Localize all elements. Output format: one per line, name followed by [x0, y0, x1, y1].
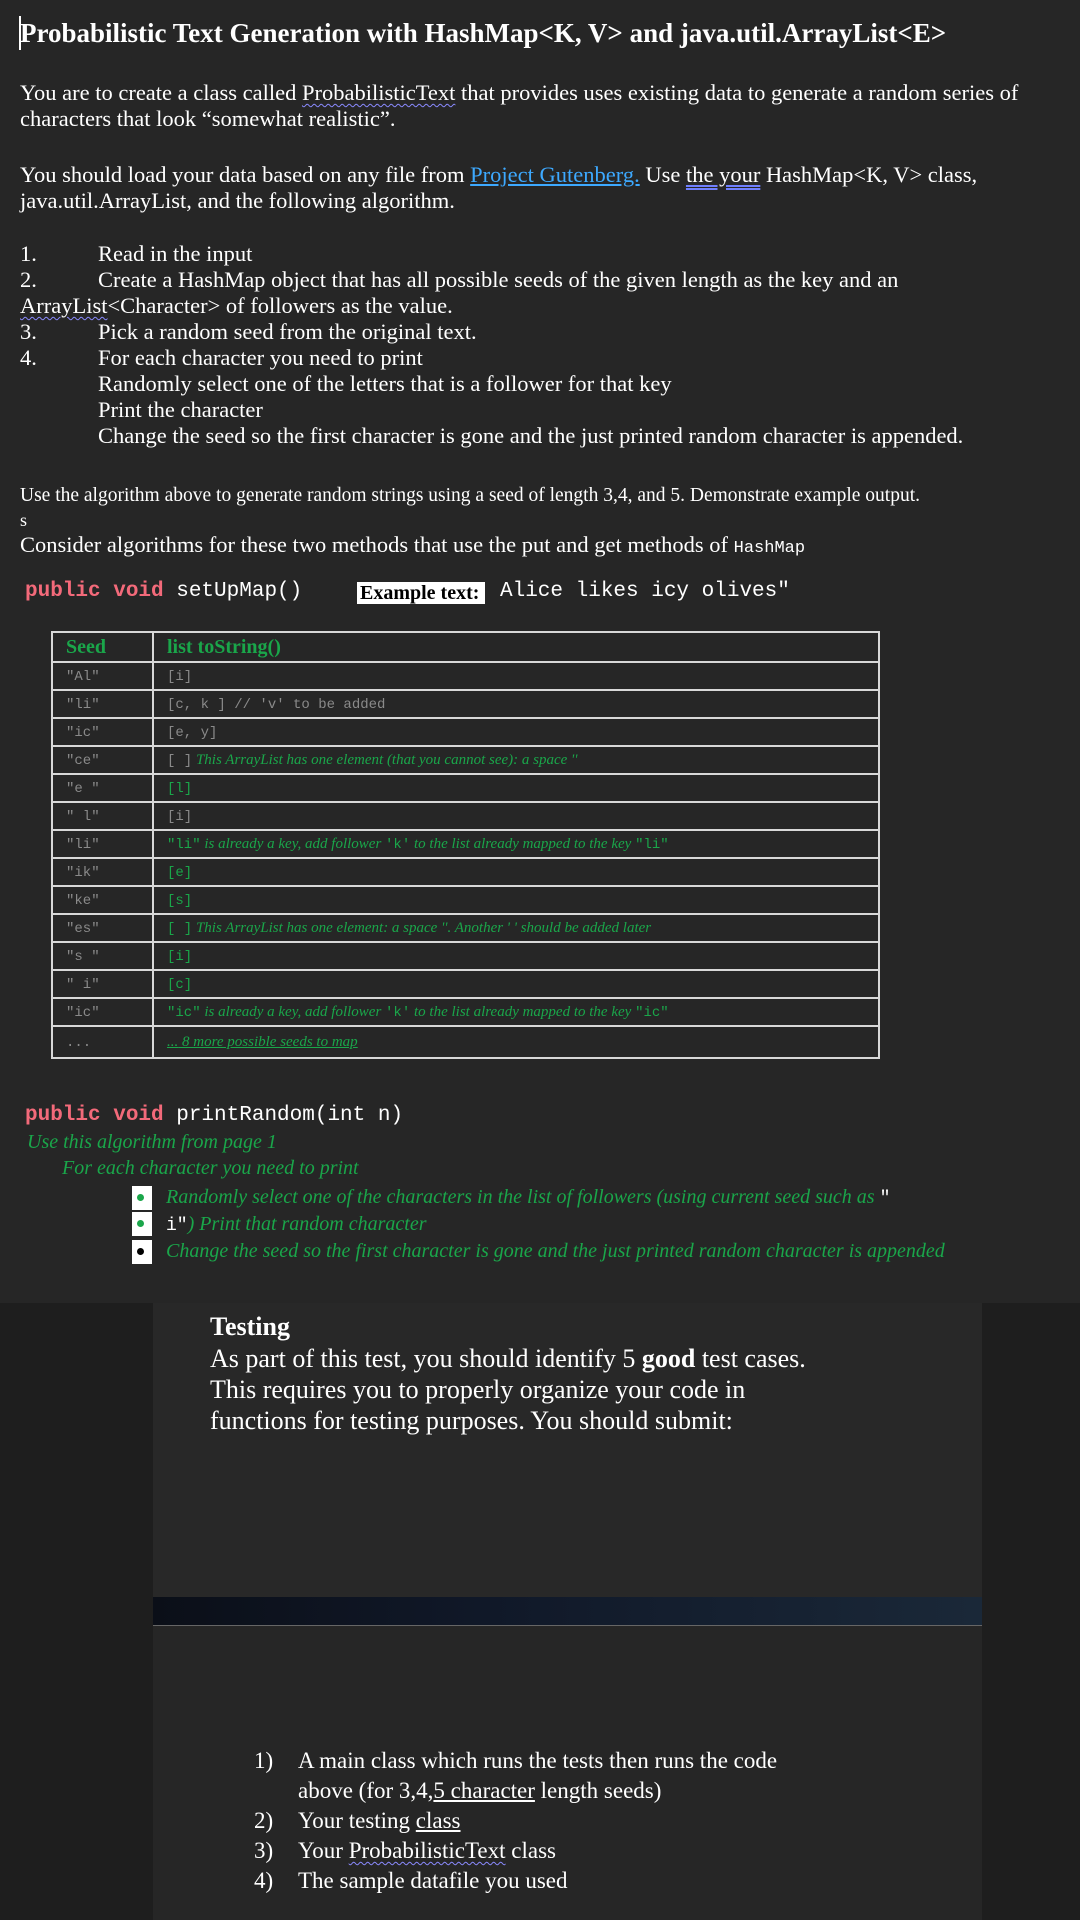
load-text: You should load your data based on any file from: [20, 162, 471, 187]
table-row: "ic" "ic" is already a key, add follower 'k' to the list already mapped to the key "ic": [52, 998, 879, 1026]
substep-item: Change the seed so the first character is gone and the just printed random character is appended.: [98, 423, 964, 448]
seed-map-table: [51, 631, 880, 1059]
table-row: "Al" [i]: [52, 662, 879, 690]
bullet-marker: [132, 1212, 152, 1236]
algo2-line2: For each character you need to print: [62, 1157, 359, 1179]
intro-text-3: characters that look “somewhat realistic”.: [20, 106, 396, 131]
submit-list: [254, 1746, 777, 1896]
load-text-dbl: the your: [685, 162, 761, 187]
example-label: Example text:: [357, 582, 485, 605]
list-item: 2) Your testing class: [254, 1808, 461, 1833]
testing-slide: [153, 1303, 982, 1598]
page-title: Probabilistic Text Generation with HashMap<K, V> and java.util.ArrayList<E>: [20, 18, 947, 48]
table-row: "ik" [e]: [52, 858, 879, 886]
table-header-row: [52, 632, 879, 662]
stray-character: s: [20, 510, 28, 530]
table-row: " i" [c]: [52, 970, 879, 998]
table-row: "li" "li" is already a key, add follower 'k' to the list already mapped to the key "li": [52, 830, 879, 858]
algorithm-steps: [20, 241, 963, 449]
example-text: Alice likes icy olives": [500, 580, 790, 603]
bullet-marker: [132, 1240, 152, 1264]
step-item: 2. Create a HashMap object that has all possible seeds of the given length as the key and an: [20, 267, 899, 292]
list-header: list toString(): [153, 632, 879, 662]
table-row: "ke" [s]: [52, 886, 879, 914]
slide-divider: [153, 1597, 982, 1626]
intro-text: You are to create a class called: [20, 80, 302, 105]
seed-header: Seed: [52, 632, 153, 662]
class-name: ProbabilisticText: [301, 80, 456, 105]
substep-item: Print the character: [98, 397, 263, 422]
list-item: above (for 3,4,5 character length seeds): [298, 1778, 662, 1803]
table-row: ... ... 8 more possible seeds to map: [52, 1026, 879, 1058]
step-item: ArrayList<Character> of followers as the value.: [20, 293, 453, 318]
step-item: 1. Read in the input: [20, 241, 253, 266]
testing-heading: Testing: [210, 1312, 290, 1341]
gutenberg-link[interactable]: Project Gutenberg.: [470, 162, 640, 187]
table-row: "li" [c, k ] // 'v' to be added: [52, 690, 879, 718]
list-item: 4) The sample datafile you used: [254, 1868, 568, 1893]
list-item: 1) A main class which runs the tests then runs the code: [254, 1748, 778, 1773]
intro-text-2: that provides uses existing data to generate a random series of: [455, 80, 1019, 105]
table-row: "es" [ ] This ArrayList has one element: a space ''. Another ' ' should be added later: [52, 914, 879, 942]
substep-item: Randomly select one of the letters that is a follower for that key: [98, 371, 672, 396]
step-item: 4. For each character you need to print: [20, 345, 423, 370]
list-item: 3) Your ProbabilisticText class: [254, 1838, 556, 1863]
load-paragraph: [20, 162, 977, 214]
testing-text: As part of this test, you should identify 5 good test cases. This requires you to properly organize your code in functions for testing purposes. You should submit:: [210, 1344, 806, 1435]
printrandom-signature: public void printRandom(int n): [25, 1104, 404, 1127]
algo2-line1: Use this algorithm from page 1: [27, 1131, 277, 1153]
intro-paragraph: [20, 80, 1018, 132]
load-text-4: java.util.ArrayList, and the following algorithm.: [20, 188, 455, 213]
load-text-2: Use: [639, 162, 686, 187]
submit-slide: [153, 1626, 982, 1920]
table-row: "s " [i]: [52, 942, 879, 970]
algo2-bullet-1: Randomly select one of the characters in the list of followers (using current seed such as ": [166, 1186, 891, 1209]
use-algorithm-text: Use the algorithm above to generate random strings using a seed of length 3,4, and 5. Demonstrate example output.: [20, 485, 921, 506]
setupmap-signature: public void setUpMap(): [25, 580, 303, 603]
table-row: "ic" [e, y]: [52, 718, 879, 746]
consider-text: Consider algorithms for these two methods that use the put and get methods of HashMap: [20, 532, 806, 558]
algo2-bullet-3: Change the seed so the first character is gone and the just printed random character is appended: [166, 1240, 945, 1262]
table-row: "ce" [ ] This ArrayList has one element (that you cannot see): a space '': [52, 746, 879, 774]
step-item: 3. Pick a random seed from the original text.: [20, 319, 477, 344]
algo2-bullet-2: i") Print that random character: [166, 1213, 427, 1236]
hashmap-code: HashMap: [733, 539, 806, 558]
load-text-3: HashMap<K, V> class,: [760, 162, 978, 187]
table-row: " l" [i]: [52, 802, 879, 830]
bullet-marker: [132, 1186, 152, 1210]
table-row: "e " [l]: [52, 774, 879, 802]
